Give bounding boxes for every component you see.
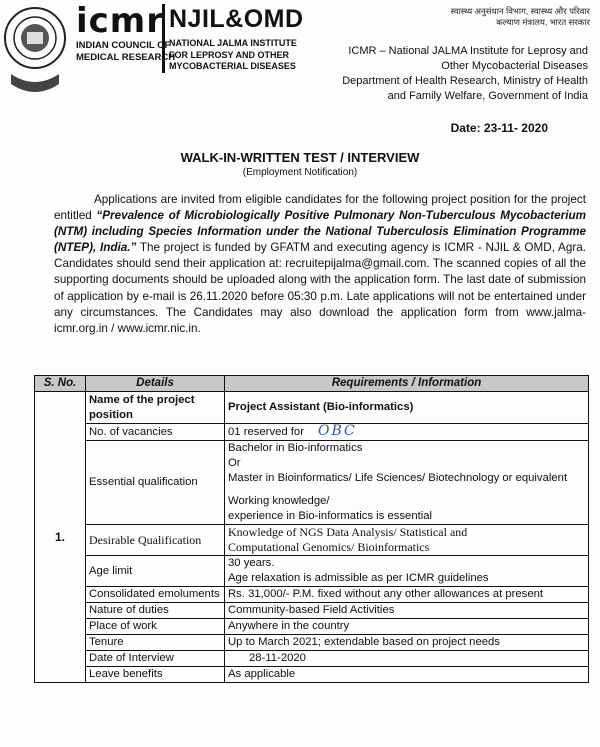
interview-label: Date of Interview	[86, 651, 225, 667]
icmr-subtitle-1: INDIAN COUNCIL OF	[76, 40, 171, 51]
njil-subtitle-1: NATIONAL JALMA INSTITUTE	[169, 38, 297, 48]
address-line-4: and Family Welfare, Government of India	[387, 90, 588, 102]
table-row	[35, 525, 589, 556]
essential-label: Essential qualification	[86, 441, 225, 525]
icmr-seal-logo	[3, 4, 67, 104]
vacancies-label: No. of vacancies	[86, 424, 225, 441]
leave-label: Leave benefits	[86, 667, 225, 683]
icmr-subtitle-2: MEDICAL RESEARCH	[76, 52, 176, 63]
hindi-line-1: स्वास्थ्य अनुसंधान विभाग, स्वास्थ्य और परिवार	[450, 6, 590, 16]
duties-label: Nature of duties	[86, 603, 225, 619]
hindi-line-2: कल्याण मंत्रालय, भारत सरकार	[496, 17, 590, 27]
project-title: “Prevalence of Microbiologically Positive Pulmonary Non-Tuberculous Mycobacterium (NTM) including Species Information under the National Tuberculosis Elimination Programme (NTEP), India.”	[54, 209, 586, 255]
name-value: Project Assistant (Bio-informatics)	[225, 392, 589, 424]
essential-line-4: Working knowledge/	[228, 495, 330, 507]
table-row	[35, 619, 589, 635]
header-details: Details	[86, 376, 225, 392]
table-row	[35, 587, 589, 603]
notice-paragraph	[54, 192, 586, 337]
table-row	[35, 424, 589, 441]
njil-subtitle-3: MYCOBACTERIAL DISEASES	[169, 61, 296, 71]
essential-value	[225, 441, 589, 525]
header-requirements: Requirements / Information	[225, 376, 589, 392]
address-line-1: ICMR – National JALMA Institute for Leprosy and	[348, 45, 588, 57]
table-row	[35, 556, 589, 587]
age-value	[225, 556, 589, 587]
serial-number: 1.	[35, 392, 86, 683]
hindi-header	[451, 6, 590, 28]
essential-line-5: experience in Bio-informatics is essential	[228, 510, 433, 522]
table-row	[35, 603, 589, 619]
paragraph-part-2: The project is funded by GFATM and executing agency is ICMR - NJIL & OMD, Agra. Candidates should send their application at: recruitepijalma@gmail.com. The scanned copies of all the supporting documents should be uploaded along with the application form. The last date of submission of application by e-mail is 26.11.2020 before 05:30 p.m. Late applications will not be entertained under any circumstances. The Candidates may also download the application form from www.jalma-icmr.org.in / www.icmr.nic.in.	[54, 241, 586, 335]
handwritten-obc: OBC	[317, 423, 357, 439]
tenure-value: Up to March 2021; extendable based on project needs	[225, 635, 589, 651]
duties-value: Community-based Field Activities	[225, 603, 589, 619]
institute-address	[342, 44, 588, 104]
table-row	[35, 441, 589, 525]
desirable-line-1: Knowledge of NGS Data Analysis/ Statistical and	[228, 525, 468, 539]
emoluments-label: Consolidated emoluments	[86, 587, 225, 603]
age-line-1: 30 years.	[228, 557, 275, 569]
table-row	[35, 392, 589, 424]
leave-value: As applicable	[225, 667, 589, 683]
table-row	[35, 651, 589, 667]
desirable-line-2: Computational Genomics/ Bioinformatics	[228, 540, 430, 554]
notice-date: Date: 23-11- 2020	[450, 121, 548, 135]
paragraph-part-1: Applications are invited from eligible candidates for the following project position for the project entitled	[54, 193, 586, 223]
address-line-2: Other Mycobacterial Diseases	[441, 60, 588, 72]
essential-line-2: Or	[228, 457, 241, 469]
requirements-table	[34, 375, 589, 683]
name-label: Name of the project position	[86, 392, 225, 424]
tenure-label: Tenure	[86, 635, 225, 651]
desirable-value	[225, 525, 589, 556]
age-line-2: Age relaxation is admissible as per ICMR guidelines	[228, 572, 489, 584]
age-label: Age limit	[86, 556, 225, 587]
njil-logo	[162, 4, 304, 73]
desirable-label: Desirable Qualification	[86, 525, 225, 556]
njil-logo-text: NJIL&OMD	[169, 5, 304, 33]
njil-subtitle-2: FOR LEPROSY AND OTHER	[169, 49, 290, 60]
vacancies-cell	[225, 424, 589, 441]
table-row	[35, 635, 589, 651]
emoluments-value: Rs. 31,000/- P.M. fixed without any other allowances at present	[225, 587, 589, 603]
place-value: Anywhere in the country	[225, 619, 589, 635]
interview-value: 28-11-2020	[225, 651, 589, 667]
notice-subtitle: (Employment Notification)	[242, 167, 358, 178]
icmr-logo-text: icmr	[76, 1, 165, 41]
place-label: Place of work	[86, 619, 225, 635]
notice-title: WALK-IN-WRITTEN TEST / INTERVIEW	[180, 150, 420, 165]
vacancies-value: 01 reserved for	[228, 426, 304, 438]
table-row	[35, 667, 589, 683]
essential-line-1: Bachelor in Bio-informatics	[228, 442, 363, 454]
header-sno: S. No.	[35, 376, 86, 392]
essential-line-3: Master in Bioinformatics/ Life Sciences/ Biotechnology or equivalent	[228, 472, 568, 484]
address-line-3: Department of Health Research, Ministry of Health	[342, 75, 588, 87]
icmr-logo	[76, 1, 176, 64]
table-header-row	[35, 376, 589, 392]
